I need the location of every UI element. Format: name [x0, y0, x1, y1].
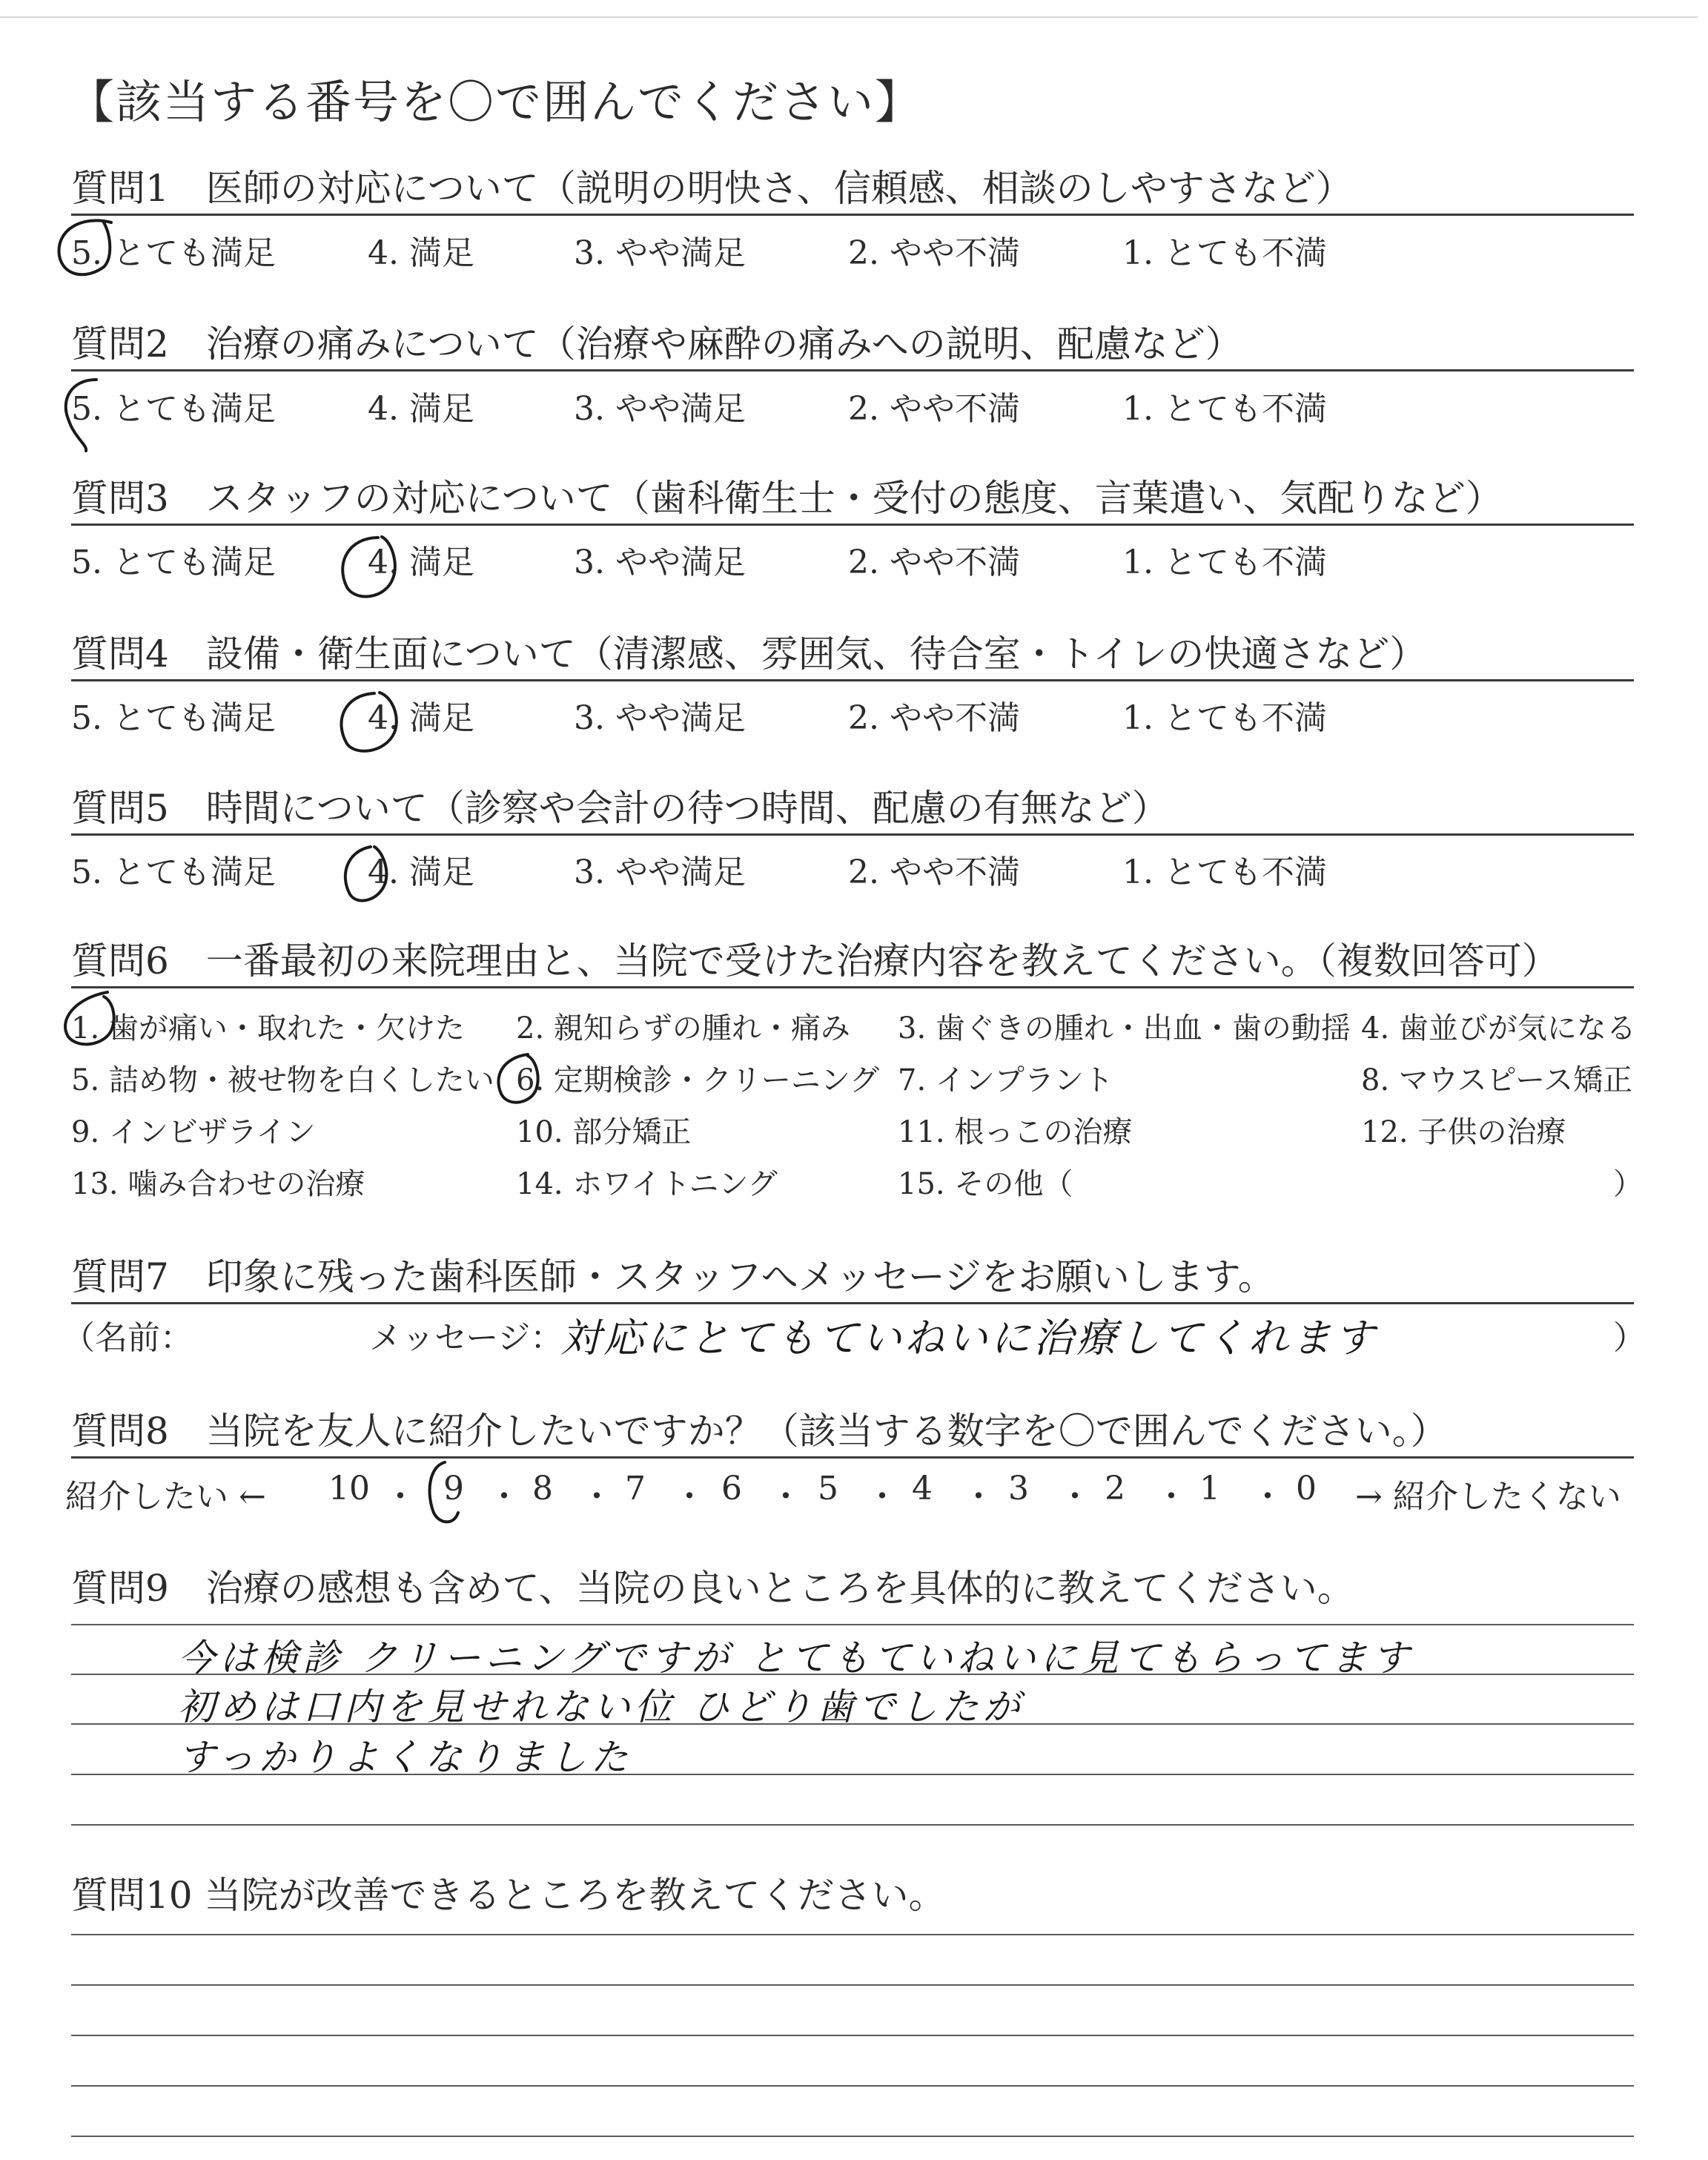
scale-6[interactable]: 6	[721, 1470, 742, 1507]
message-label: メッセージ：	[369, 1319, 563, 1357]
scale-left-label: 紹介したい ←	[65, 1478, 266, 1516]
question-9-title: 質問9 治療の感想も含めて、当院の良いところを具体的に教えてください。	[71, 1567, 1354, 1610]
message-answer[interactable]: 対応にとてもていねいに治療してくれます	[560, 1315, 1377, 1361]
question-3-options	[71, 535, 1643, 580]
question-1-title: 質問1 医師の対応について（説明の明快さ、信頼感、相談のしやすさなど）	[71, 167, 1353, 210]
q2-option-4[interactable]: 4. 満足	[368, 390, 474, 428]
scale-5[interactable]: 5	[818, 1470, 838, 1507]
q6-option-9[interactable]: 9. インビザライン	[71, 1115, 316, 1149]
scale-right-label: → 紹介したくない	[1355, 1478, 1621, 1516]
question-6	[71, 937, 1643, 985]
question-5-options	[71, 845, 1643, 890]
q9-answer-line-3[interactable]: すっかりよくなりました	[178, 1736, 632, 1779]
answer-line	[71, 2035, 1634, 2036]
q6-option-11[interactable]: 11. 根っこの治療	[898, 1115, 1133, 1149]
q1-option-2[interactable]: 2. やや不満	[848, 234, 1020, 272]
question-4-rule	[71, 679, 1634, 681]
q5-option-5[interactable]: 5. とても満足	[71, 853, 276, 891]
question-4-options	[71, 691, 1643, 736]
q2-option-5[interactable]: 5. とても満足	[71, 390, 276, 428]
q5-option-2[interactable]: 2. やや不満	[848, 853, 1020, 891]
scale-3[interactable]: 3	[1008, 1470, 1029, 1507]
scale-10[interactable]: 10	[328, 1470, 370, 1507]
question-5	[71, 785, 1643, 832]
question-4-title: 質問4 設備・衛生面について（清潔感、雰囲気、待合室・トイレの快適さなど）	[71, 633, 1427, 676]
scale-dot: ・	[673, 1478, 706, 1516]
q1-option-1[interactable]: 1. とても不満	[1122, 234, 1327, 272]
question-2-title: 質問2 治療の痛みについて（治療や麻酔の痛みへの説明、配慮など）	[71, 323, 1242, 366]
question-8	[71, 1407, 1643, 1455]
q1-option-4[interactable]: 4. 満足	[368, 234, 474, 272]
q6-option-12[interactable]: 12. 子供の治療	[1361, 1115, 1566, 1149]
question-6-rule	[71, 986, 1634, 988]
q5-option-1[interactable]: 1. とても不満	[1122, 853, 1327, 891]
scale-8[interactable]: 8	[532, 1470, 553, 1507]
question-8-title: 質問8 当院を友人に紹介したいですか？（該当する数字を〇で囲んでください。）	[71, 1410, 1448, 1453]
q9-answer-line-2[interactable]: 初めは口内を見せれない位 ひどり歯でしたが	[178, 1685, 1025, 1728]
scale-dot: ・	[384, 1478, 417, 1516]
scale-dot: ・	[488, 1478, 520, 1516]
q2-option-1[interactable]: 1. とても不満	[1122, 390, 1327, 428]
answer-line	[71, 1824, 1634, 1826]
q9-answer-line-1[interactable]: 今は検診 クリーニングですが とてもていねいに見てもらってます	[178, 1636, 1414, 1680]
question-8-rule	[71, 1456, 1634, 1459]
q4-option-2[interactable]: 2. やや不満	[848, 699, 1020, 737]
question-3-rule	[71, 524, 1634, 526]
question-3	[71, 475, 1643, 522]
name-label: （名前：	[62, 1319, 193, 1357]
answer-line	[71, 1984, 1634, 1986]
q2-option-3[interactable]: 3. やや満足	[574, 390, 746, 428]
q6-option-10[interactable]: 10. 部分矯正	[516, 1115, 692, 1149]
q5-option-3[interactable]: 3. やや満足	[574, 853, 746, 891]
q6-option-8[interactable]: 8. マウスピース矯正	[1361, 1063, 1633, 1097]
q6-option-14[interactable]: 14. ホワイトニング	[516, 1167, 778, 1201]
q6-option-1[interactable]: 1. 歯が痛い・取れた・欠けた	[71, 1011, 465, 1046]
answer-line	[71, 2136, 1634, 2137]
q6-option-15[interactable]: 15. その他（	[898, 1167, 1073, 1201]
scale-dot: ・	[1059, 1478, 1091, 1516]
q6-option-4[interactable]: 4. 歯並びが気になる	[1361, 1011, 1636, 1046]
question-2	[71, 320, 1643, 368]
q6-option-6[interactable]: 6. 定期検診・クリーニング	[516, 1063, 880, 1097]
q3-option-4[interactable]: 4. 満足	[368, 544, 474, 581]
q6-option-3[interactable]: 3. 歯ぐきの腫れ・出血・歯の動揺	[898, 1011, 1351, 1046]
scale-dot: ・	[1155, 1478, 1188, 1516]
scale-7[interactable]: 7	[625, 1470, 646, 1507]
question-7-fields	[62, 1311, 1646, 1361]
question-7-title: 質問7 印象に残った歯科医師・スタッフへメッセージをお願いします。	[71, 1255, 1275, 1298]
question-5-title: 質問5 時間について（診察や会計の待つ時間、配慮の有無など）	[71, 787, 1169, 830]
q6-option-13[interactable]: 13. 噛み合わせの治療	[71, 1167, 365, 1201]
q2-option-2[interactable]: 2. やや不満	[848, 390, 1020, 428]
question-6-title: 質問6 一番最初の来院理由と、当院で受けた治療内容を教えてください。（複数回答可）	[71, 939, 1559, 982]
scale-2[interactable]: 2	[1105, 1470, 1125, 1507]
q1-option-5[interactable]: 5. とても満足	[71, 234, 276, 272]
question-10	[71, 1872, 1643, 1919]
question-10-title: 質問10 当院が改善できるところを教えてください。	[71, 1874, 946, 1917]
q3-option-2[interactable]: 2. やや不満	[848, 544, 1020, 581]
q3-option-3[interactable]: 3. やや満足	[574, 544, 746, 581]
scale-dot: ・	[580, 1478, 613, 1516]
question-1-options	[71, 226, 1643, 271]
q6-option-7[interactable]: 7. インプラント	[898, 1063, 1113, 1097]
q1-option-3[interactable]: 3. やや満足	[574, 234, 746, 272]
question-4	[71, 630, 1643, 678]
question-5-rule	[71, 833, 1634, 836]
answer-line	[71, 1624, 1634, 1625]
q4-option-1[interactable]: 1. とても不満	[1122, 699, 1327, 737]
q6-option-2[interactable]: 2. 親知らずの腫れ・痛み	[516, 1011, 850, 1046]
q6-other-close: ）	[1613, 1167, 1643, 1201]
q6-option-5[interactable]: 5. 詰め物・被せ物を白くしたい	[71, 1063, 494, 1097]
question-2-options	[71, 382, 1643, 426]
q4-option-5[interactable]: 5. とても満足	[71, 699, 276, 737]
scale-dot: ・	[1251, 1478, 1284, 1516]
scale-dot: ・	[866, 1478, 898, 1516]
scale-0[interactable]: 0	[1296, 1470, 1317, 1507]
question-7	[71, 1253, 1643, 1301]
form-header: 【該当する番号を〇で囲んでください】	[68, 75, 923, 129]
recommend-scale	[65, 1470, 1644, 1514]
scale-dot: ・	[962, 1478, 995, 1516]
q4-option-3[interactable]: 3. やや満足	[574, 699, 746, 737]
question-6-options	[71, 1005, 1643, 1227]
scale-1[interactable]: 1	[1199, 1470, 1220, 1507]
q3-option-5[interactable]: 5. とても満足	[71, 544, 276, 581]
question-3-title: 質問3 スタッフの対応について（歯科衛生士・受付の態度、言葉遣い、気配りなど）	[71, 477, 1503, 520]
question-1-rule	[71, 214, 1634, 216]
q3-option-1[interactable]: 1. とても不満	[1122, 544, 1327, 581]
q5-option-4[interactable]: 4. 満足	[368, 853, 474, 891]
message-close: ）	[1613, 1319, 1646, 1357]
top-edge-line	[0, 16, 1698, 18]
question-1	[71, 165, 1643, 212]
question-9	[71, 1565, 1643, 1612]
question-7-rule	[71, 1302, 1634, 1304]
answer-line	[71, 1934, 1634, 1935]
answer-line	[71, 2085, 1634, 2087]
scale-9[interactable]: 9	[443, 1470, 464, 1507]
q4-option-4[interactable]: 4. 満足	[368, 699, 474, 737]
scale-4[interactable]: 4	[912, 1470, 933, 1507]
question-2-rule	[71, 369, 1634, 371]
scale-dot: ・	[769, 1478, 802, 1516]
